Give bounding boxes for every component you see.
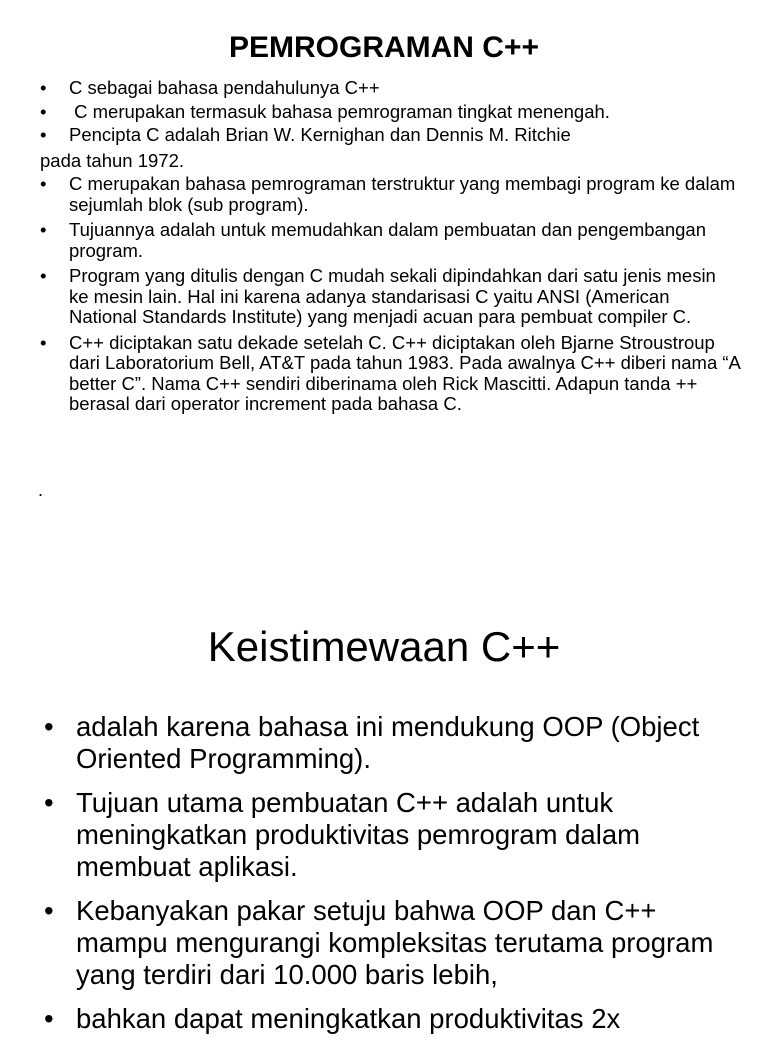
bullet-icon: • [40,100,47,122]
list-item-continuation: pada tahun 1972. [40,149,185,171]
slide-title: Keistimewaan C++ [207,623,561,670]
list-item [40,125,740,171]
list-item-text: C sebagai bahasa pendahulunya C++ [69,77,380,98]
list-item [44,787,744,883]
list-item-text: C++ diciptakan satu dekade setelah C. C++ diciptakan oleh Bjarne Stroustroup dari Laboratorium Bell, AT&T pada tahun 1983. Pada awalnya C++ diberi nama “A better C”. Nama C++ sendiri diberinama oleh Rick Mascitti. Adapun tanda ++ berasal dari operator increment pada bahasa C. [69,331,740,414]
list-item [40,333,740,415]
list-item-text: adalah karena bahasa ini mendukung OOP (Object Oriented Programming). [76,711,700,774]
bullet-icon: • [40,124,47,145]
list-item [40,78,740,99]
bullet-icon: • [44,711,54,742]
list-item-text: Pencipta C adalah Brian W. Kernighan dan Dennis M. Ritchie [69,124,571,145]
list-item [40,220,740,261]
bullet-icon: • [40,219,47,240]
list-item-text: C merupakan bahasa pemrograman terstruktur yang membagi program ke dalam sejumlah blok (sub program). [69,173,736,215]
list-item [40,174,740,215]
bullet-icon: • [44,1003,54,1034]
list-item [44,711,744,775]
trailing-period: . [38,480,44,500]
list-item-text: Tujuannya adalah untuk memudahkan dalam pembuatan dan pengembangan program. [69,219,707,261]
slide-keistimewaan-cpp [0,560,768,1034]
list-item [44,1003,744,1035]
list-item-text: C merupakan termasuk bahasa pemrograman tingkat menengah. [69,100,610,122]
bullet-icon: • [44,895,54,926]
bullet-list [40,78,740,420]
list-item [40,266,740,328]
bullet-icon: • [40,77,47,98]
list-item-text: Kebanyakan pakar setuju bahwa OOP dan C++ mampu mengurangi kompleksitas terutama program yang terdiri dari 10.000 baris lebih, [76,895,714,990]
list-item-text: bahkan dapat meningkatkan produktivitas 2x [76,1003,621,1034]
slide-title: PEMROGRAMAN C++ [228,31,540,64]
bullet-list [44,711,744,1047]
list-item-text: Tujuan utama pembuatan C++ adalah untuk meningkatkan produktivitas pemrogram dalam membuat aplikasi. [76,787,641,882]
bullet-icon: • [40,331,47,353]
bullet-icon: • [44,787,54,818]
list-item [44,895,744,991]
bullet-icon: • [40,173,47,194]
list-item [40,102,740,123]
list-item-text: Program yang ditulis dengan C mudah sekali dipindahkan dari satu jenis mesin ke mesin lain. Hal ini karena adanya standarisasi C yaitu ANSI (American National Standards Institute) yang menjadi acuan para pembuat compiler C. [69,265,716,327]
bullet-icon: • [40,265,47,286]
